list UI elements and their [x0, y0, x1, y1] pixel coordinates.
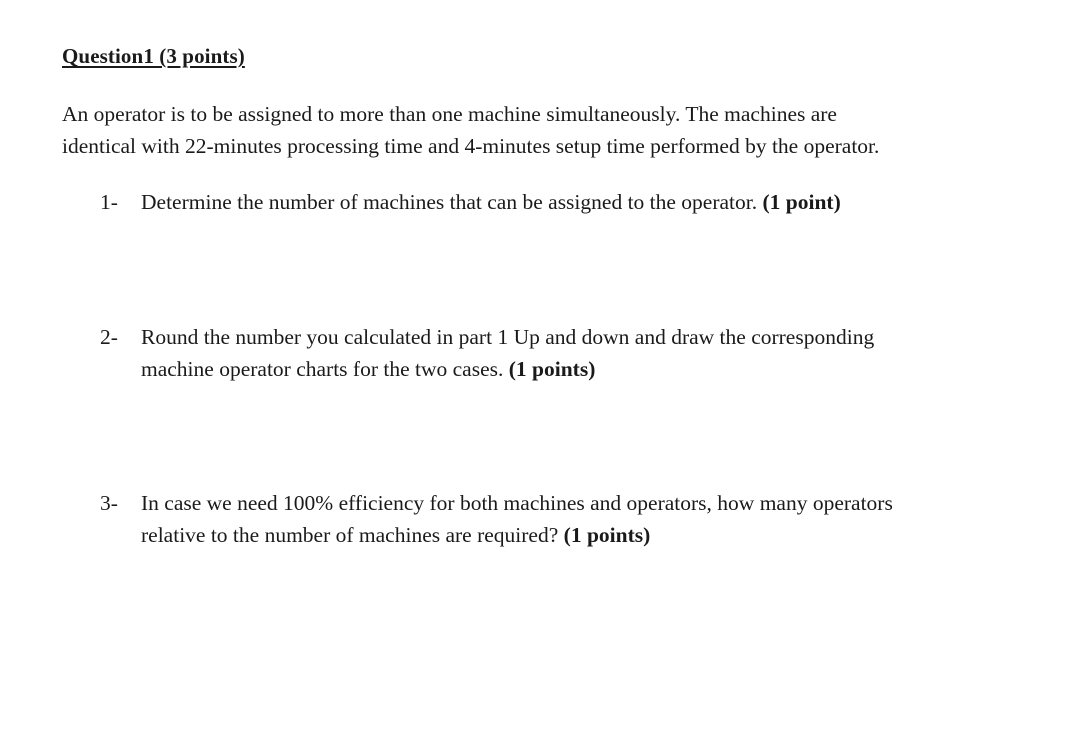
sub-question-number: 1-	[100, 190, 118, 214]
sub-question-points: (1 point)	[762, 190, 841, 214]
sub-question-text: relative to the number of machines are required?	[141, 523, 559, 547]
sub-question-number: 2-	[100, 325, 118, 349]
question-title: Question1 (3 points)	[62, 44, 245, 68]
sub-question-number: 3-	[100, 491, 118, 515]
sub-question-line: In case we need 100% efficiency for both machines and operators, how many operators	[141, 491, 893, 515]
sub-question-3	[100, 487, 1060, 551]
sub-question-line: Round the number you calculated in part 1 Up and down and draw the corresponding	[141, 325, 875, 349]
sub-question-text: Determine the number of machines that can be assigned to the operator.	[141, 190, 758, 214]
sub-question-line	[141, 519, 1060, 551]
sub-question-points: (1 points)	[508, 357, 596, 381]
sub-question-2	[100, 321, 1060, 385]
sub-question-line	[141, 186, 1060, 218]
sub-question-1	[100, 186, 1060, 218]
intro-line-2: identical with 22-minutes processing time and 4-minutes setup time performed by the operator.	[62, 134, 880, 158]
question-intro	[62, 98, 1062, 162]
sub-question-text: machine operator charts for the two cases.	[141, 357, 504, 381]
sub-question-points: (1 points)	[563, 523, 651, 547]
sub-question-line	[141, 353, 1060, 385]
intro-line-1: An operator is to be assigned to more than one machine simultaneously. The machines are	[62, 102, 837, 126]
